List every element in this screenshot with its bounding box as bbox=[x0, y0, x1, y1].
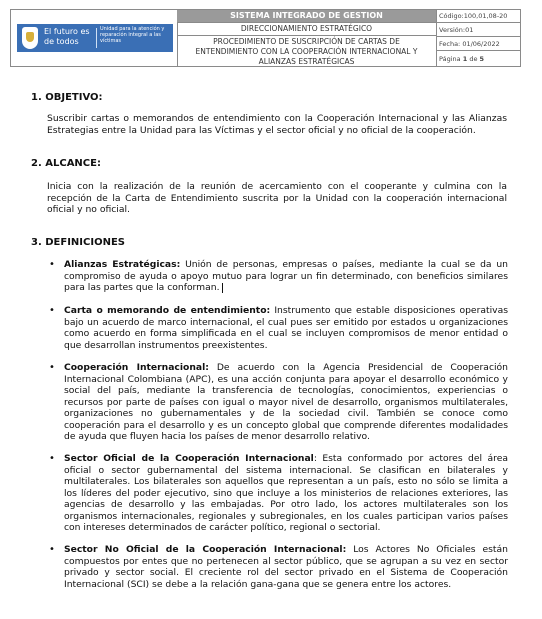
page-number bbox=[436, 52, 520, 66]
bullet-marker: • bbox=[49, 544, 55, 555]
page-mid: de bbox=[467, 55, 480, 63]
definition-item-alianzas bbox=[64, 259, 508, 294]
header-title-cell bbox=[177, 10, 437, 66]
definition-term: Sector Oficial de la Cooperación Internacional bbox=[64, 453, 314, 464]
definition-text: : Esta conformado por actores del área oficial o sector gubernamental del sistema internacional. Se clasifican en bilaterales y multilaterales. Los bilaterales son aquellos que representan a un país, esto no sólo se limita a los líderes del poder ejecutivo, sino que incluye a los ministerios de relaciones exteriores, las agencias de desarrollo y las embajadas. Por otro lado, los actores multilaterales son los organismos internacionales, regionales y subregionales, en los cuales participan varios países con intereses determinados de carácter político, regional o sectorial. bbox=[64, 453, 508, 533]
document-header bbox=[10, 9, 521, 67]
definition-item-sector-no-oficial bbox=[64, 544, 508, 590]
bullet-marker: • bbox=[49, 305, 55, 316]
logo-divider bbox=[96, 28, 97, 48]
definition-item-sector-oficial bbox=[64, 453, 508, 534]
system-title: SISTEMA INTEGRADO DE GESTION bbox=[177, 10, 436, 23]
heading-objetivo: 1. OBJETIVO: bbox=[31, 92, 103, 103]
paragraph-objetivo: Suscribir cartas o memorandos de entendimiento con la Cooperación Internacional y las Alianzas Estrategias entre la Unidad para las Víctimas y el sector oficial y no oficial de la cooperación. bbox=[47, 113, 507, 136]
bullet-marker: • bbox=[49, 453, 55, 464]
logo-entity-name: Unidad para la atención y reparación integral a las víctimas bbox=[100, 26, 165, 44]
institution-logo bbox=[17, 24, 173, 52]
header-meta-cell bbox=[436, 10, 520, 66]
bullet-marker: • bbox=[49, 362, 55, 373]
logo-cell bbox=[11, 10, 178, 66]
next-line-fragment bbox=[55, 612, 255, 619]
definition-text: Instrumento que estable disposiciones operativas bajo un acuerdo de marco internacional, el cual pues ser emitido por estados u organizaciones como acuerdo en forma simplificada en el cual se incluyen compromisos de menor entidad o que desarrollan instrumentos preexistentes. bbox=[64, 305, 508, 351]
coat-of-arms-icon bbox=[22, 27, 38, 49]
document-code: Código:100,01,08-20 bbox=[436, 10, 520, 23]
definition-item-cooperacion bbox=[64, 362, 508, 443]
document-version: Versión:01 bbox=[436, 24, 520, 37]
definition-text: Unión de personas, empresas o países, mediante la cual se da un compromiso de ayuda o apoyo mutuo para lograr un fin determinado, con beneficios similares para las partes que la conforman. bbox=[64, 259, 508, 293]
definition-term: Alianzas Estratégicas: bbox=[64, 259, 181, 270]
definition-term: Cooperación Internacional: bbox=[64, 362, 209, 373]
page-total: 5 bbox=[479, 55, 485, 63]
heading-alcance: 2. ALCANCE: bbox=[31, 158, 101, 169]
definition-item-carta bbox=[64, 305, 508, 351]
definition-term: Sector No Oficial de la Cooperación Internacional: bbox=[64, 544, 347, 555]
text-cursor bbox=[222, 283, 223, 293]
logo-slogan: El futuro es de todos bbox=[44, 27, 90, 46]
bullet-marker: • bbox=[49, 259, 55, 270]
definition-text: Los Actores No Oficiales están compuestos por entes que no pertenecen al sector público, que se agrupan a su vez en sector privado y sector social. El creciente rol del sector privado en el Sistema de Cooperación Internacional (SCI) se debe a la relación gana-gana que se genera entre los actores. bbox=[64, 544, 508, 590]
page-prefix: Página bbox=[439, 55, 463, 63]
definition-term: Carta o memorando de entendimiento: bbox=[64, 305, 271, 316]
procedure-name: PROCEDIMIENTO DE SUSCRIPCIÓN DE CARTAS DE ENTENDIMIENTO CON LA COOPERACIÓN INTERNACIONAL Y ALIANZAS ESTRATÉGICAS bbox=[195, 37, 418, 66]
heading-definiciones: 3. DEFINICIONES bbox=[31, 237, 125, 248]
process-name: DIRECCIONAMIENTO ESTRATÉGICO bbox=[177, 23, 436, 36]
page-current: 1 bbox=[462, 55, 468, 63]
document-date: Fecha: 01/06/2022 bbox=[436, 38, 520, 51]
definition-text: De acuerdo con la Agencia Presidencial de Cooperación Internacional Colombiana (APC), es una acción conjunta para apoyar el desarrollo económico y social del país, mediante la transferencia de tecnologías, conocimientos, experiencias o recursos por parte de países con igual o mayor nivel de desarrollo, organismos multilaterales, organizaciones no gubernamentales y de la sociedad civil. También se conoce como cooperación para el desarrollo y es un concepto global que comprende diferentes modalidades de ayuda que fluyen hacia los países de menor desarrollo relativo. bbox=[64, 362, 508, 442]
paragraph-alcance: Inicia con la realización de la reunión de acercamiento con el cooperante y culmina con la recepción de la Carta de Entendimiento suscrita por la Unidad con la cooperación internacional oficial y no oficial. bbox=[47, 181, 507, 215]
